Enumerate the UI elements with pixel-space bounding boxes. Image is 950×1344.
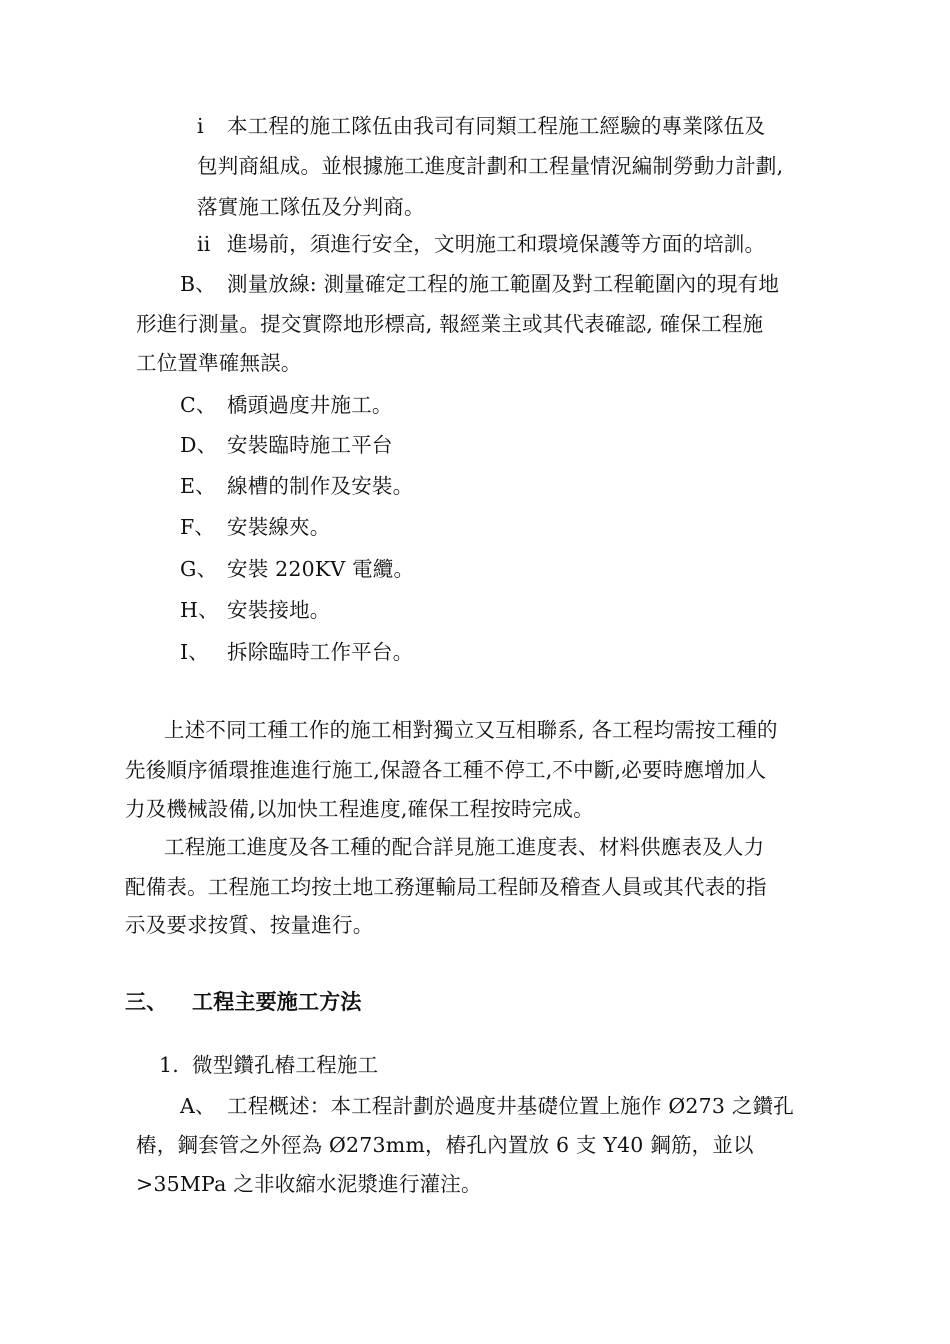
step-text: 安裝臨時施工平台 [227, 433, 393, 457]
section-heading [125, 989, 362, 1015]
para2-line-2: 配備表。工程施工均按土地工務運輸局工程師及稽查人員或其代表的指 [125, 875, 767, 899]
item-i-line-3: 落實施工隊伍及分判商。 [197, 195, 425, 219]
step-marker: H、 [180, 598, 219, 622]
subsection-heading [159, 1052, 378, 1078]
para2-line-3: 示及要求按質、按量進行。 [125, 913, 374, 937]
item-a-marker: A、 [180, 1094, 216, 1118]
step-d [180, 432, 393, 458]
item-b-text-1: 測量放線: 測量確定工程的施工範圍及對工程範圍內的現有地 [227, 272, 780, 296]
item-i-text-1: 本工程的施工隊伍由我司有同類工程施工經驗的專業隊伍及 [227, 114, 766, 138]
item-ii-marker: ii [197, 232, 211, 256]
item-i-marker: i [197, 114, 204, 138]
item-a-line-3: >35MPa 之非收縮水泥漿進行灌注。 [136, 1172, 482, 1196]
step-marker: D、 [180, 433, 218, 457]
subsection-number: 1. [159, 1053, 179, 1077]
item-b-line-2: 形進行測量。提交實際地形標高, 報經業主或其代表確認, 確保工程施 [136, 312, 764, 336]
item-a-line-1 [180, 1093, 794, 1119]
item-ii-line-1 [197, 231, 765, 257]
section-number: 三、 [125, 989, 168, 1014]
step-c [180, 392, 393, 418]
step-marker: E、 [180, 474, 216, 498]
item-b-line-3: 工位置準確無誤。 [136, 351, 302, 375]
step-i [180, 639, 413, 665]
para1-line-3: 力及機械設備,以加快工程進度,確保工程按時完成。 [125, 797, 594, 821]
para1-line-2: 先後順序循環推進進行施工,保證各工種不停工,不中斷,必要時應增加人 [125, 758, 767, 782]
step-marker: I、 [180, 640, 209, 664]
step-h [180, 597, 331, 623]
item-b-marker: B、 [180, 272, 216, 296]
section-title: 工程主要施工方法 [192, 989, 362, 1014]
step-marker: G、 [180, 557, 218, 581]
item-i-line-2: 包判商組成。並根據施工進度計劃和工程量情況編制勞動力計劃, [197, 154, 784, 178]
step-text: 拆除臨時工作平台。 [227, 640, 414, 664]
item-a-text-1: 工程概述：本工程計劃於過度井基礎位置上施作 Ø273 之鑽孔 [227, 1094, 794, 1118]
subsection-title: 微型鑽孔樁工程施工 [192, 1053, 379, 1077]
step-f [180, 514, 331, 540]
item-ii-text-1: 進場前，須進行安全，文明施工和環境保護等方面的培訓。 [227, 232, 766, 256]
item-i-line-1 [197, 113, 765, 139]
step-text: 安裝接地。 [227, 598, 331, 622]
item-a-line-2: 樁，鋼套管之外徑為 Ø273mm，樁孔內置放 6 支 Y40 鋼筋，並以 [136, 1133, 754, 1157]
para1-line-1: 上述不同工種工作的施工相對獨立又互相聯系, 各工程均需按工種的 [164, 718, 778, 742]
step-marker: C、 [180, 393, 217, 417]
step-e [180, 473, 413, 499]
step-text: 安裝 220KV 電纜。 [227, 557, 415, 581]
step-text: 線槽的制作及安裝。 [227, 474, 414, 498]
step-marker: F、 [180, 515, 216, 539]
para2-line-1: 工程施工進度及各工種的配合詳見施工進度表、材料供應表及人力 [164, 835, 765, 859]
step-text: 橋頭過度井施工。 [227, 393, 393, 417]
item-b-line-1 [180, 271, 779, 297]
step-g [180, 556, 414, 582]
step-text: 安裝線夾。 [227, 515, 331, 539]
